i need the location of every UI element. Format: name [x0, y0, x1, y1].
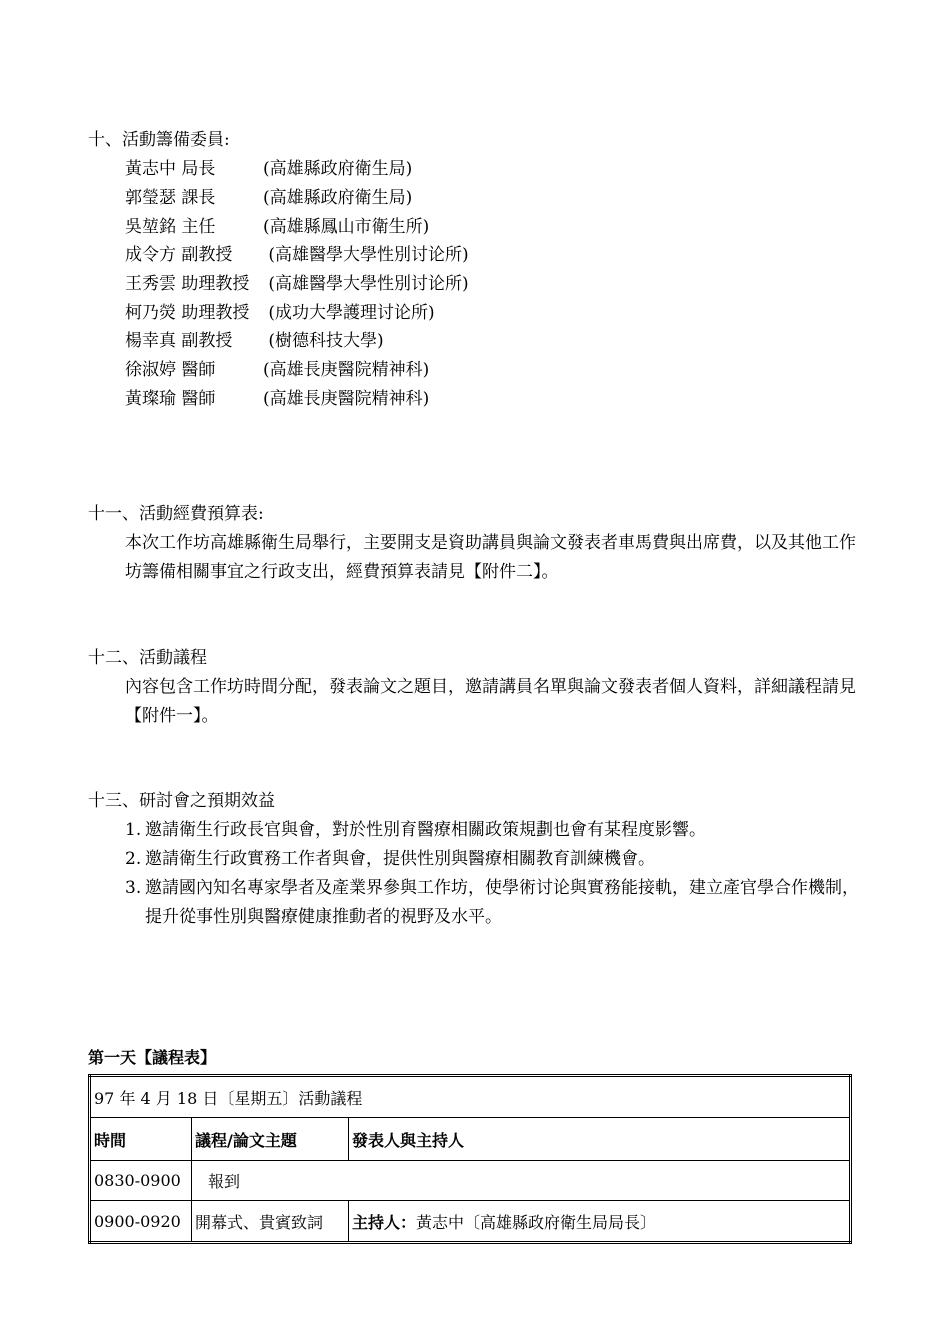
- host-name: 黃志中〔高雄縣政府衛生局局長〕: [416, 1212, 657, 1232]
- agenda-date-row: [90, 1076, 851, 1118]
- committee-member: 郭瑩瑟 課長 (高雄縣政府衛生局): [125, 188, 413, 208]
- agenda-time: 0830-0900: [90, 1161, 192, 1201]
- benefit-item: 1. 邀請衛生行政長官與會，對於性別育醫療相關政策規劃也會有某程度影響。: [125, 820, 706, 840]
- committee-member: 徐淑婷 醫師 (高雄長庚醫院精神科): [125, 360, 430, 380]
- host-label: 主持人：: [352, 1212, 417, 1232]
- committee-member: 黃志中 局長 (高雄縣政府衛生局): [125, 159, 413, 179]
- benefit-item: 2. 邀請衛生行政實務工作者與會，提供性別與醫療相關教育訓練機會。: [125, 849, 655, 869]
- agenda-date-cell: 97 年 4 月 18 日〔星期五〕活動議程: [90, 1076, 851, 1118]
- agenda-host: [349, 1201, 851, 1243]
- committee-member: 王秀雲 助理教授 (高雄醫學大學性別讨论所): [125, 274, 469, 294]
- section-12-body: 內容包含工作坊時間分配，發表論文之題目，邀請講員名單與論文發表者個人資料，詳細議程請見【附件一】。: [125, 677, 856, 726]
- section-11-body: 本次工作坊高雄縣衛生局舉行，主要開支是資助講員與論文發表者車馬費與出席費，以及其他工作坊籌備相關事宜之行政支出，經費預算表請見【附件二】。: [125, 533, 856, 582]
- agenda-header-row: [90, 1118, 851, 1161]
- header-topic: 議程/論文主題: [192, 1118, 349, 1161]
- header-time: 時間: [90, 1118, 192, 1161]
- section-10-title: 十、活動籌備委員:: [88, 130, 230, 150]
- committee-member: 柯乃熒 助理教授 (成功大學護理讨论所): [125, 303, 435, 323]
- benefit-item: 3. 邀請國內知名專家學者及產業界參與工作坊，使學術讨论與實務能接軌，建立產官學合作機制，提升從事性別與醫療健康推動者的視野及水平。: [125, 878, 859, 927]
- agenda-table: [88, 1074, 852, 1244]
- section-12-title: 十二、活動議程: [88, 648, 207, 668]
- agenda-topic: 開幕式、貴賓致詞: [192, 1201, 349, 1243]
- agenda-time: 0900-0920: [90, 1201, 192, 1243]
- section-13-title: 十三、研討會之預期效益: [88, 791, 275, 811]
- header-host: 發表人與主持人: [349, 1118, 851, 1161]
- agenda-row: [90, 1201, 851, 1243]
- committee-member: 吳堃銘 主任 (高雄縣鳳山市衛生所): [125, 217, 430, 237]
- agenda-row: [90, 1161, 851, 1201]
- agenda-topic: 報到: [192, 1161, 851, 1201]
- committee-member: 成令方 副教授 (高雄醫學大學性別讨论所): [125, 245, 469, 265]
- agenda-day-title: 第一天【議程表】: [88, 1048, 217, 1067]
- committee-member: 楊幸真 副教授 (樹德科技大學): [125, 331, 384, 351]
- section-11-title: 十一、活動經費預算表:: [88, 504, 264, 524]
- committee-member: 黃璨瑜 醫師 (高雄長庚醫院精神科): [125, 389, 430, 409]
